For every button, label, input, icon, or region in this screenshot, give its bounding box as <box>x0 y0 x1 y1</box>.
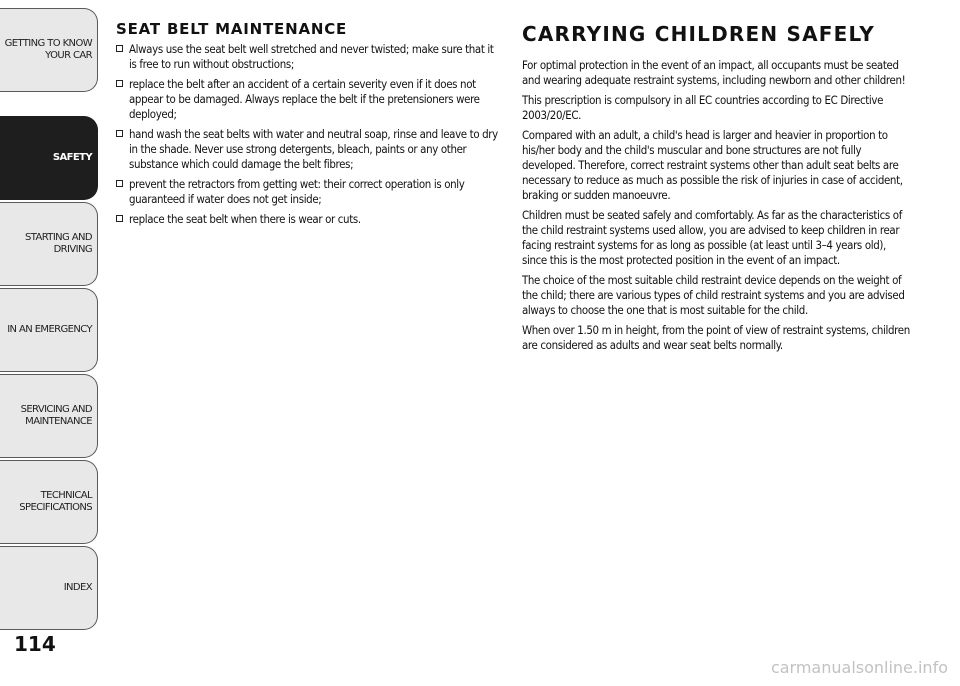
chapter-sidebar <box>0 0 100 640</box>
seat-belt-maintenance-section <box>116 20 500 232</box>
list-item-text: replace the seat belt when there is wear or cuts. <box>129 212 361 226</box>
tab-label: INDEX <box>63 582 92 593</box>
tab-label: STARTING AND DRIVING <box>24 232 92 255</box>
list-item <box>116 77 500 122</box>
list-item <box>116 177 500 207</box>
checkbox-bullet-icon <box>116 80 123 87</box>
paragraph: Compared with an adult, a child's head is larger and heavier in proportion to his/her body and the child's muscular and bone structures are not fully developed. Therefore, correct restraint systems other than adult seat belts are necessary to reduce as much as possible the risk of injuries in case of accident, braking or sudden manoeuvre. <box>522 128 903 202</box>
tab-index[interactable] <box>0 546 98 630</box>
list-item <box>116 127 500 172</box>
carrying-children-section <box>522 22 910 358</box>
list-item-text: prevent the retractors from getting wet: their correct operation is only guaranteed if water does not get inside; <box>129 177 465 206</box>
paragraph: When over 1.50 m in height, from the point of view of restraint systems, children are considered as adults and wear seat belts normally. <box>522 323 910 352</box>
list-item-text: hand wash the seat belts with water and neutral soap, rinse and leave to dry in the shade. Never use strong detergents, bleach, paints or any other substance which could damage the belt fibres; <box>129 127 498 171</box>
maintenance-list <box>116 42 500 227</box>
list-item <box>116 212 500 227</box>
checkbox-bullet-icon <box>116 180 123 187</box>
watermark: carmanualsonline.info <box>770 658 948 677</box>
checkbox-bullet-icon <box>116 45 123 52</box>
tab-label: GETTING TO KNOW YOUR CAR <box>4 38 92 61</box>
paragraph: For optimal protection in the event of an impact, all occupants must be seated and wearing adequate restraint systems, including newborn and other children! <box>522 58 906 87</box>
tab-getting-to-know-your-car[interactable] <box>0 8 98 92</box>
tab-label: TECHNICAL SPECIFICATIONS <box>19 490 92 513</box>
paragraph: The choice of the most suitable child restraint device depends on the weight of the child; there are various types of child restraint systems and you are advised always to choose the one that is most suitable for the child. <box>522 273 905 317</box>
tab-servicing-and-maintenance[interactable] <box>0 374 98 458</box>
tab-label: SERVICING AND MAINTENANCE <box>20 404 92 427</box>
tab-technical-specifications[interactable] <box>0 460 98 544</box>
checkbox-bullet-icon <box>116 215 123 222</box>
tab-starting-and-driving[interactable] <box>0 202 98 286</box>
tab-label: SAFETY <box>52 152 92 163</box>
tab-label: IN AN EMERGENCY <box>7 324 92 335</box>
section-heading: SEAT BELT MAINTENANCE <box>116 20 348 38</box>
list-item-text: Always use the seat belt well stretched and never twisted; make sure that it is free to run without obstructions; <box>129 42 494 71</box>
paragraph: Children must be seated safely and comfortably. As far as the characteristics of the child restraint systems used allow, you are advised to keep children in rear facing restraint systems for as long as possible (at least until 3–4 years old), since this is the most protected position in the event of an impact. <box>522 208 902 267</box>
paragraph: This prescription is compulsory in all EC countries according to EC Directive 2003/20/EC. <box>522 93 884 122</box>
checkbox-bullet-icon <box>116 130 123 137</box>
list-item <box>116 42 500 72</box>
tab-in-an-emergency[interactable] <box>0 288 98 372</box>
list-item-text: replace the belt after an accident of a certain severity even if it does not appear to be damaged. Always replace the belt if the pretensioners were deployed; <box>129 77 480 121</box>
page-title: CARRYING CHILDREN SAFELY <box>522 22 875 46</box>
tab-safety[interactable] <box>0 116 98 200</box>
page-number: 114 <box>14 632 56 656</box>
